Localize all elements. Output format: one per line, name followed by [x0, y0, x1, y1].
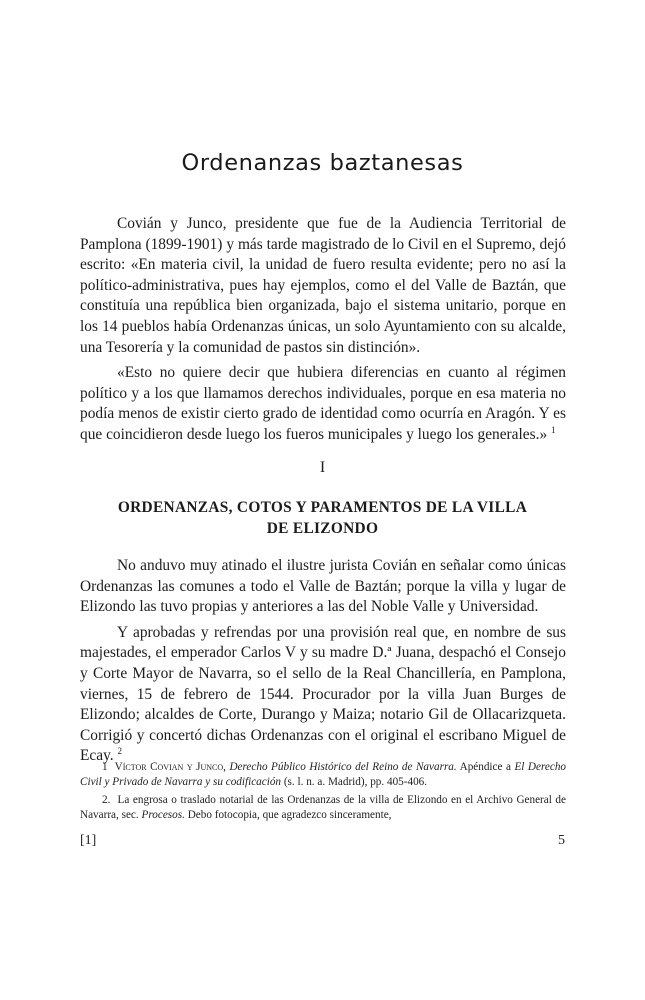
- section-heading-line-2: DE ELIZONDO: [266, 519, 379, 537]
- footnote-2-number: 2.: [102, 794, 111, 807]
- footnote-1: [80, 760, 566, 789]
- footnote-ref-1[interactable]: 1: [551, 424, 556, 435]
- footnote-2-italic: Procesos.: [141, 808, 185, 821]
- section-numeral: I: [319, 459, 326, 476]
- intro-section: [80, 214, 566, 446]
- footnote-2-text-a: La engrosa o traslado notarial de las Ordenanzas de la villa de Elizondo en el Archivo General de Navarra, sec.: [80, 794, 566, 821]
- intro-paragraph-2: [80, 363, 566, 445]
- footnote-1-tail: (s. l. n. a. Madrid), pp. 405-406.: [283, 775, 428, 788]
- footnote-2-text-b: Debo fotocopia, que agradezco sinceramente,: [187, 808, 392, 821]
- page-title: Ordenanzas baztanesas: [181, 150, 464, 176]
- footnote-ref-2[interactable]: 2: [117, 746, 122, 757]
- intro-paragraph-2-text: «Esto no quiere decir que hubiera diferencias en cuanto al régimen político y a los que llamamos derechos individuales, porque en esa materia no podía menos de existir cierto grado de identidad como ocurría en Aragón. Y es que coincidieron desde luego los fueros municipales y luego los generales.»: [80, 364, 566, 443]
- intro-paragraph-1: [80, 214, 566, 358]
- section-heading: [90, 498, 555, 539]
- footnote-1-work-2: El Derecho Civil y Privado de Navarra y su codificación: [80, 761, 567, 788]
- page-number: 5: [558, 833, 565, 848]
- section-paragraph-1: [80, 556, 566, 618]
- page-signature: [1]: [80, 833, 97, 848]
- section-body: [80, 556, 566, 767]
- footnote-2: [80, 793, 566, 822]
- section-paragraph-2-text: Y aprobadas y refrendas por una provisión real que, en nombre de sus majestades, el emperador Carlos V y su madre D.ª Juana, despachó el Consejo y Corte Mayor de Navarra, so el sello de la Real Chancillería, en Pamplona, viernes, 15 de febrero de 1544. Procurador por la villa Juan Burges de Elizondo; alcaldes de Corte, Durango y Maiza; notario Gil de Ollacarizqueta. Corrigió y concertó dichas Ordenanzas con el original el escribano Miguel de Ecay.: [80, 623, 566, 765]
- footnote-1-work-1: Derecho Público Histórico del Reino de Navarra.: [229, 761, 457, 773]
- section-paragraph-2: [80, 623, 566, 767]
- section-heading-line-1: ORDENANZAS, COTOS Y PARAMENTOS DE LA VILLA: [117, 499, 528, 516]
- footnote-1-author: Víctor Covian y Junco,: [114, 761, 226, 773]
- intro-paragraph-1-text: Covián y Junco, presidente que fue de la Audiencia Territorial de Pamplona (1899-1901) y más tarde magistrado de lo Civil en el Supremo, dejó escrito: «En materia civil, la unidad de fuero resulta evidente; pero no así la político-administrativa, pues hay ejemplos, como el del Valle de Baztán, que constituía una república bien organizada, bajo el sistema unitario, porque en los 14 pueblos había Ordenanzas únicas, un solo Ayuntamiento con su alcalde, una Tesorería y la comunidad de pastos sin distinción».: [80, 215, 566, 356]
- footnote-1-mid: Apéndice a: [459, 761, 511, 773]
- footnote-1-number: 1: [102, 761, 108, 773]
- footnotes: [80, 760, 566, 822]
- section-paragraph-1-text: No anduvo muy atinado el ilustre jurista Covián en señalar como únicas Ordenanzas las comunes a todo el Valle de Baztán; porque la villa y lugar de Elizondo las tuvo propias y anteriores a las del Noble Valle y Universidad.: [80, 557, 566, 616]
